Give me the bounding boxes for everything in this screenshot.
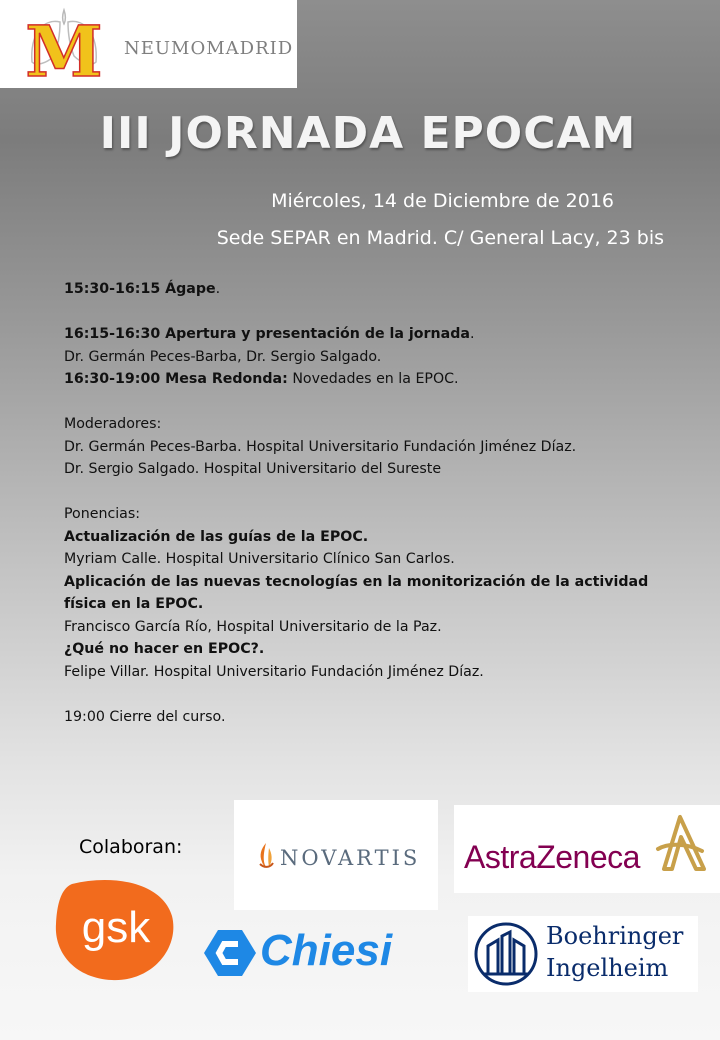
sponsors-label: Colaboran: [79,836,183,858]
svg-text:M: M [25,10,103,82]
boehringer-line1: Boehringer [546,922,684,950]
astrazeneca-logo [454,805,720,893]
chiesi-logo [204,926,440,980]
event-venue: Sede SEPAR en Madrid. C/ General Lacy, 23 bis [216,227,664,249]
moderadores-label: Moderadores: [64,416,162,432]
event-title: III JORNADA EPOCAM [99,108,637,159]
logo-name: NEUMOMADRID [124,38,294,59]
program-closing: 19:00 Cierre del curso. [64,708,226,725]
talk-speaker: Myriam Calle. Hospital Universitario Clínico San Carlos. [64,551,455,567]
talk-title: Actualización de las guías de la EPOC. [64,528,369,545]
astrazeneca-wordmark: AstraZeneca [464,839,640,875]
talk-speaker: Felipe Villar. Hospital Universitario Fundación Jiménez Díaz. [64,663,484,680]
talk-title: ¿Qué no hacer en EPOC?. [64,641,265,657]
gsk-logo [52,876,178,986]
boehringer-logo [468,916,698,992]
ponencias-label: Ponencias: [64,506,141,522]
astrazeneca-symbol-icon [650,813,708,875]
talk-speaker: Francisco García Río, Hospital Universitario de la Paz. [64,618,442,635]
moderador-item: Dr. Germán Peces-Barba. Hospital Universitario Fundación Jiménez Díaz. [64,438,577,455]
program-apertura-speakers: Dr. Germán Peces-Barba, Dr. Sergio Salgado. [64,348,382,365]
gsk-badge-icon [52,876,178,986]
talk-title: física en la EPOC. [64,596,204,612]
program-agape: 15:30-16:15 Ágape. [64,281,221,297]
boehringer-line2: Ingelheim [546,954,669,982]
novartis-logo [234,800,438,910]
event-date: Miércoles, 14 de Diciembre de 2016 [271,190,614,212]
chiesi-symbol-icon [204,930,256,976]
program-schedule [64,278,684,728]
novartis-wordmark: NOVARTIS [280,846,421,870]
svg-text:gsk: gsk [81,903,151,952]
program-mesa-redonda: 16:30-19:00 Mesa Redonda: Novedades en la EPOC. [64,371,459,387]
program-apertura: 16:15-16:30 Apertura y presentación de la jornada. [64,326,475,342]
talk-title: Aplicación de las nuevas tecnologías en la monitorización de la actividad [64,573,649,590]
moderador-item: Dr. Sergio Salgado. Hospital Universitario del Sureste [64,461,442,477]
chiesi-wordmark: Chiesi [260,926,393,975]
neumomadrid-logo [0,0,297,88]
neumomadrid-emblem-icon [18,6,110,82]
boehringer-building-icon [474,922,538,986]
novartis-flame-icon [256,842,276,868]
